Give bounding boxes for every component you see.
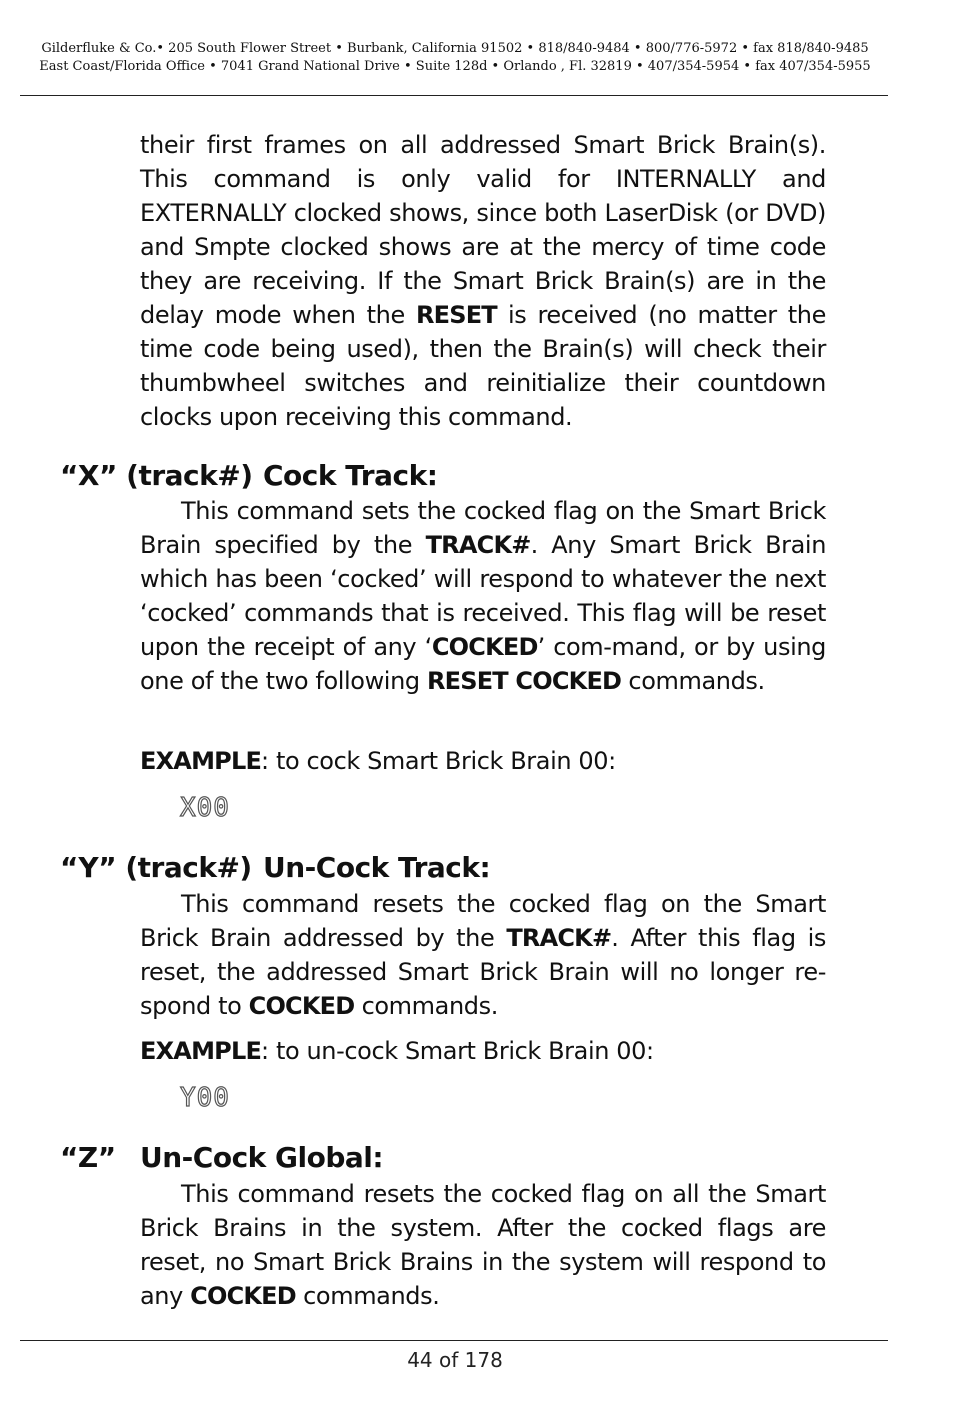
page-number: 44 of 178 [407, 1348, 503, 1372]
x-section-title: Cock Track: [263, 459, 438, 492]
z-section-title: Un-Cock Global: [140, 1141, 384, 1174]
x-command-label: “X” (track#) [60, 459, 253, 492]
letterhead [0, 40, 910, 76]
letterhead-line-2: East Coast/Florida Office • 7041 Grand National Drive • Suite 128d • Orlando , Fl. 32819 • 407/354-5954 • fax 407/354-5955 [39, 59, 871, 74]
letterhead-line-1: Gilderfluke & Co.• 205 South Flower Street • Burbank, California 91502 • 818/840-9484 • 800/776-5972 • fax 818/840-9485 [41, 41, 869, 56]
x-example: EXAMPLE: to cock Smart Brick Brain 00: [140, 747, 616, 775]
header-divider [20, 95, 888, 96]
y-command-label: “Y” (track#) [60, 851, 252, 884]
x-example-code: X00 [180, 793, 230, 823]
z-description: This command resets the cocked flag on all the Smart Brick Brains in the system. After the cocked flags are reset, no Smart Brick Brains in the system will respond to any COCKED commands. [140, 1180, 826, 1310]
y-example-code: Y00 [180, 1083, 230, 1113]
intro-paragraph: their first frames on all addressed Smart Brick Brain(s). This command is only valid for INTERNALLY and EXTERNALLY clocked shows, since both LaserDisk (or DVD) and Smpte clocked shows are at the mercy of time code they are receiving. If the Smart Brick Brain(s) are in the delay mode when the RESET is received (no matter the time code being used), then the Brain(s) will check their thumbwheel switches and reinitialize their countdown clocks upon receiving this command. [140, 131, 826, 431]
x-description: This command sets the cocked flag on the Smart Brick Brain specified by the TRACK#. Any Smart Brick Brain which has been ‘cocked’ will respond to whatever the next ‘cocked’ commands that is received. This flag will be reset upon the receipt of any ‘COCKED’ com-mand, or by using one of the two following RESET COCKED commands. [140, 497, 827, 695]
z-command-label: “Z” [60, 1141, 116, 1174]
y-description: This command resets the cocked flag on the Smart Brick Brain addressed by the TRACK#. After this flag is reset, the addressed Smart Brick Brain will no longer re-spond to COCKED commands. [140, 890, 826, 1020]
y-section-title: Un-Cock Track: [263, 851, 491, 884]
y-example: EXAMPLE: to un-cock Smart Brick Brain 00: [140, 1037, 654, 1065]
footer-divider [20, 1340, 888, 1341]
